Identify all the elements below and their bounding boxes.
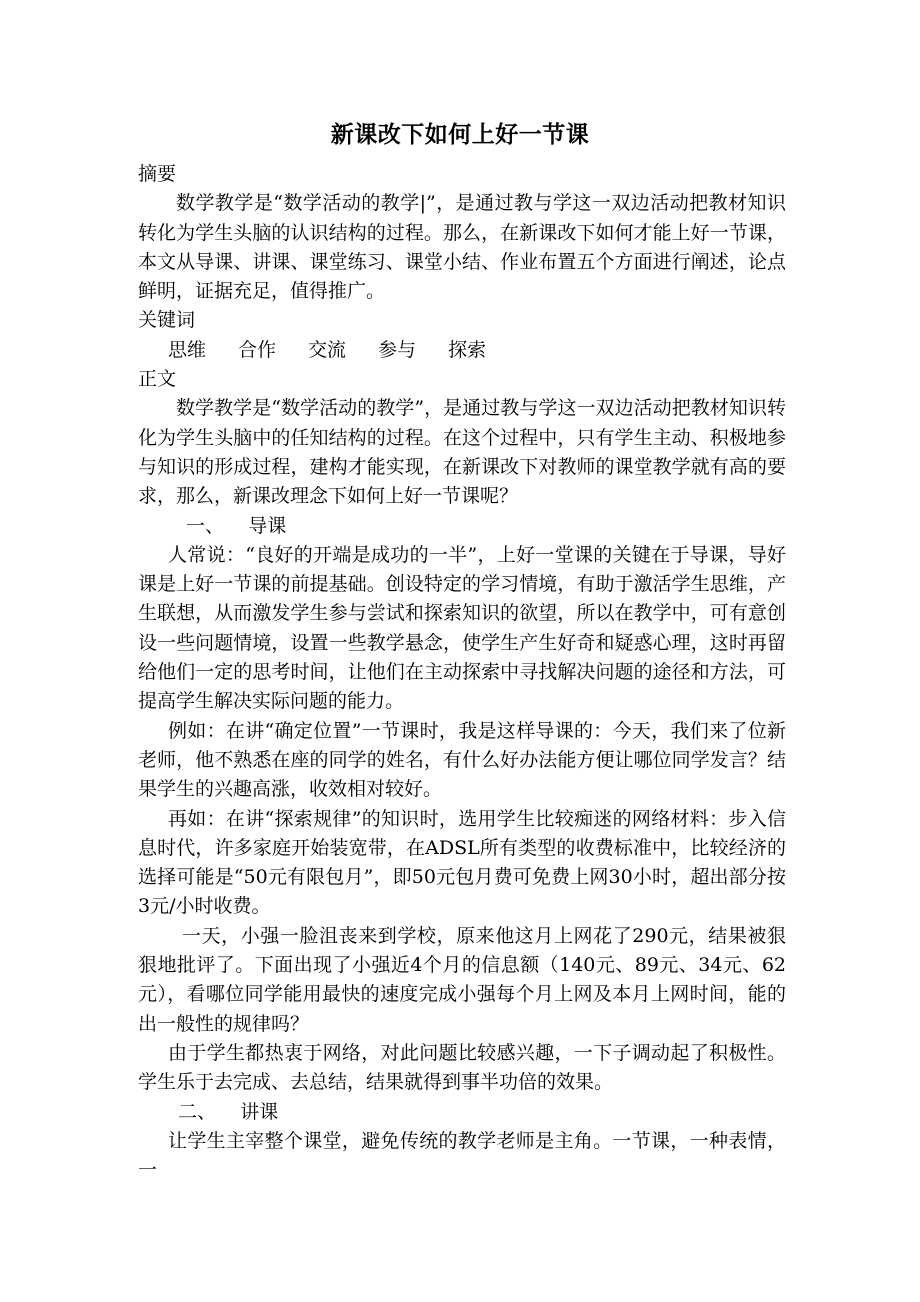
body-label: 正文 — [138, 368, 177, 391]
paragraph: 一天，小强一脸沮丧来到学校，原来他这月上网花了290元，结果被狠狠地批评了。下面出现了小强近4个月的信息额（140元、89元、34元、62元），看哪位同学能用最快的速度完成小强每个月上网及本月上网时间，能的出一般性的规律吗？ — [138, 924, 786, 1035]
keyword-item: 参与 — [378, 338, 417, 361]
section-title: 讲课 — [240, 1100, 279, 1123]
section-heading — [138, 512, 786, 541]
keywords-label: 关键词 — [138, 309, 196, 332]
intro-paragraph: 数学教学是“数学活动的教学”，是通过教与学这一双边活动把教材知识转化为学生头脑中的任知结构的过程。在这个过程中，只有学生主动、积极地参与知识的形成过程，建构才能实现，在新课改下对教师的课堂教学就有高的要求，那么，新课改理念下如何上好一节课呢？ — [138, 397, 786, 508]
abstract-text: 数学教学是“数学活动的教学|”，是通过教与学这一双边活动把教材知识转化为学生头脑的认识结构的过程。那么，在新课改下如何才能上好一节课，本文从导课、讲课、课堂练习、课堂小结、作业布置五个方面进行阐述，论点鲜明，证据充足，值得推广。 — [138, 192, 786, 303]
abstract-label: 摘要 — [138, 163, 177, 185]
paragraph: 人常说：“良好的开端是成功的一半”，上好一堂课的关键在于导课，导好课是上好一节课的前提基础。创设特定的学习情境，有助于激活学生思维，产生联想，从而激发学生参与尝试和探索知识的欲望，所以在教学中，可有意创设一些问题情境，设置一些教学悬念，使学生产生好奇和疑惑心理，这时再留给他们一定的思考时间，让他们在主动探索中寻找解决问题的途径和方法，可提高学生解决实际问题的能力。 — [138, 543, 786, 713]
paragraph: 例如：在讲“确定位置”一节课时，我是这样导课的：今天，我们来了位新老师，他不熟悉在座的同学的姓名，有什么好办法能方便让哪位同学发言？结果学生的兴趣高涨，收效相对较好。 — [138, 719, 786, 801]
paragraph: 让学生主宰整个课堂，避免传统的教学老师是主角。一节课，一种表情，一 — [138, 1129, 786, 1182]
keyword-item: 思维 — [168, 338, 207, 361]
keywords-list — [138, 336, 786, 365]
section-number: 二、 — [178, 1100, 217, 1123]
section-heading — [138, 1098, 786, 1127]
keyword-item: 合作 — [238, 338, 277, 361]
document-title: 新课改下如何上好一节课 — [330, 122, 590, 148]
document-body — [138, 160, 786, 1185]
paragraph: 由于学生都热衷于网络，对此问题比较感兴趣，一下子调动起了积极性。学生乐于去完成、去总结，结果就得到事半功倍的效果。 — [138, 1041, 786, 1094]
keyword-item: 探索 — [448, 338, 487, 361]
paragraph: 再如：在讲“探索规律”的知识时，选用学生比较痴迷的网络材料：步入信息时代，许多家庭开始装宽带，在ADSL所有类型的收费标准中，比较经济的选择可能是“50元有限包月”，即50元包月费可免费上网30小时，超出部分按3元/小时收费。 — [138, 807, 786, 918]
section-number: 一、 — [186, 514, 225, 537]
section-title: 导课 — [248, 514, 287, 537]
keyword-item: 交流 — [308, 338, 347, 361]
